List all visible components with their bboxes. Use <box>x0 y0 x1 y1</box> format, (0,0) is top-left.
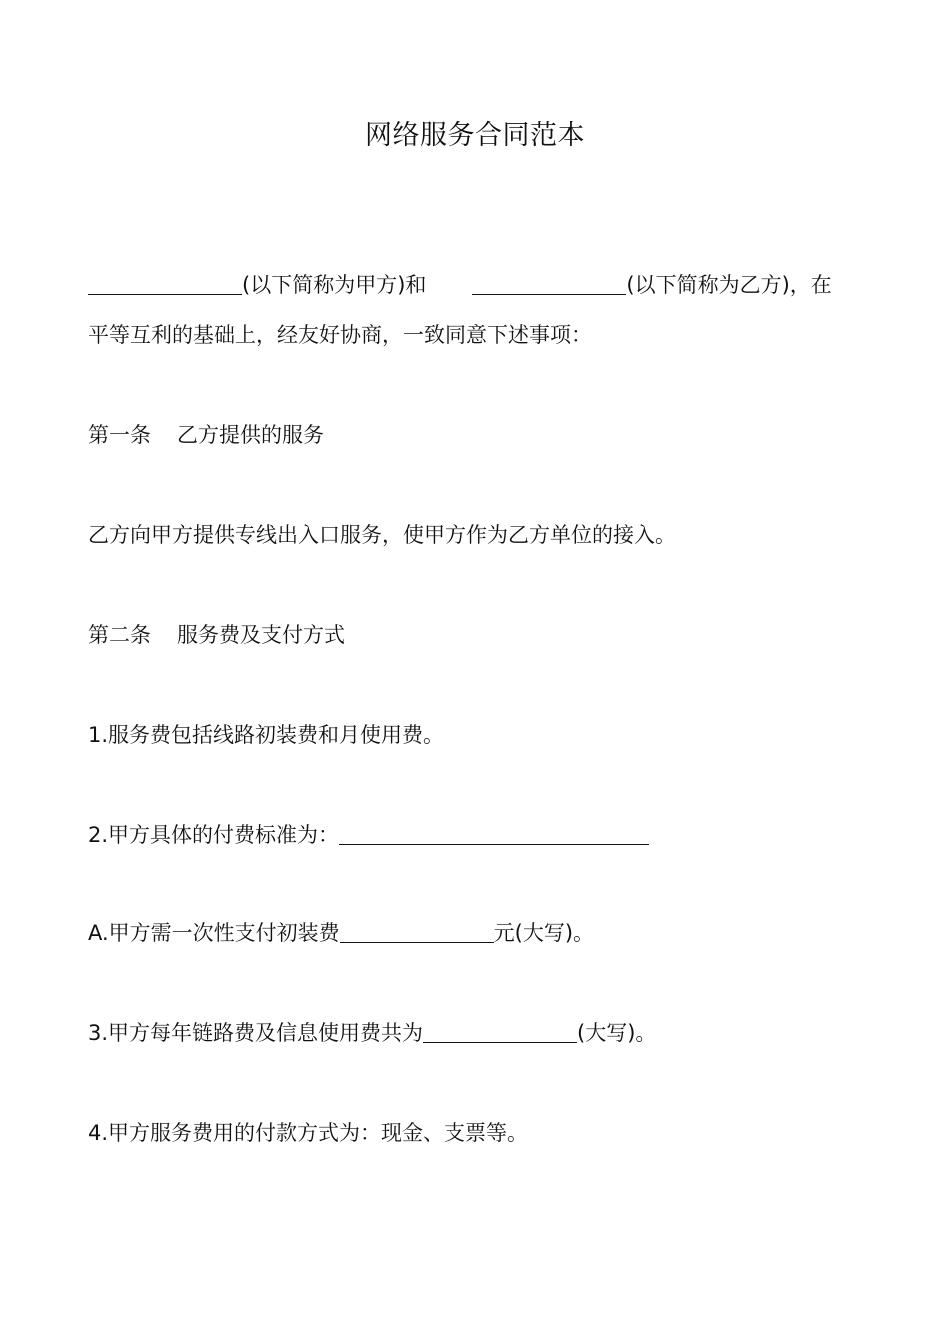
article-2-item-4: 4.甲方服务费用的付款方式为：现金、支票等。 <box>88 1121 529 1145</box>
party-b-blank <box>472 268 626 295</box>
article-2-title: 服务费及支付方式 <box>177 623 345 647</box>
item-a-text: A.甲方需一次性支付初装费 <box>88 921 340 945</box>
fee-standard-blank <box>339 818 649 845</box>
article-2-item-2 <box>88 810 868 860</box>
intro-line-1 <box>88 260 868 310</box>
article-2-item-a <box>88 908 868 958</box>
party-a-blank <box>88 268 242 295</box>
annual-fee-blank <box>423 1016 577 1043</box>
article-1-title: 乙方提供的服务 <box>177 423 324 447</box>
item-3-suffix: (大写)。 <box>577 1021 657 1045</box>
article-2-number: 第二条 <box>88 623 151 647</box>
article-1-body: 乙方向甲方提供专线出入口服务，使甲方作为乙方单位的接入。 <box>88 523 676 547</box>
article-2-item-3 <box>88 1008 868 1058</box>
article-2-item-1: 1.服务费包括线路初装费和月使用费。 <box>88 723 445 747</box>
intro-paragraph <box>88 260 868 360</box>
document-title: 网络服务合同范本 <box>365 120 585 151</box>
intro-line-2: 平等互利的基础上，经友好协商，一致同意下述事项： <box>88 323 592 347</box>
article-1-heading <box>88 410 868 460</box>
intro-party-a-text: (以下简称为甲方)和 <box>242 273 427 297</box>
item-a-suffix: 元(大写)。 <box>493 921 595 945</box>
article-1-number: 第一条 <box>88 423 151 447</box>
installation-fee-blank <box>340 916 494 943</box>
article-2-heading <box>88 610 868 660</box>
item-3-text: 3.甲方每年链路费及信息使用费共为 <box>88 1021 424 1045</box>
intro-party-b-text: (以下简称为乙方)，在 <box>626 273 832 297</box>
item-2-text: 2.甲方具体的付费标准为： <box>88 823 340 847</box>
